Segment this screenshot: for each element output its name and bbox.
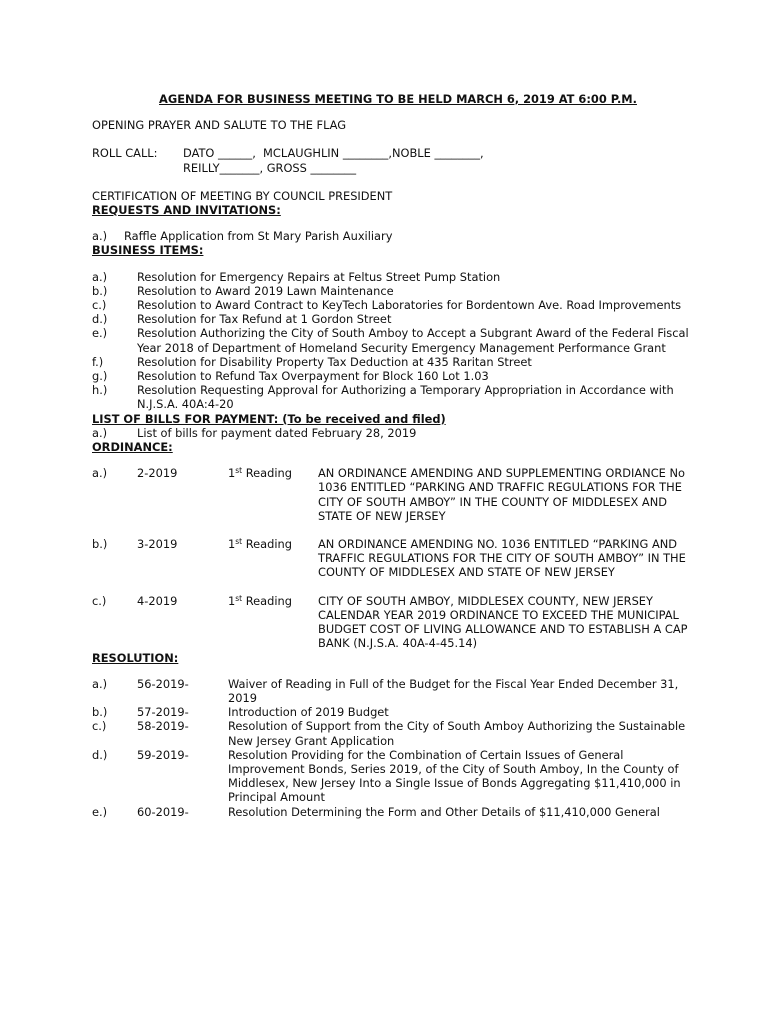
- reading-suffix: st: [235, 466, 243, 476]
- ordinance-text: AN ORDINANCE AMENDING NO. 1036 ENTITLED “PARKING AND TRAFFIC REGULATIONS FOR THE CITY OF SOUTH AMBOY” IN THE COUNTY OF MIDDLESEX AND STATE OF NEW JERSEY: [318, 537, 686, 580]
- item-letter: a.): [92, 269, 108, 284]
- item-letter: a.): [92, 425, 108, 440]
- item-letter: g.): [92, 369, 108, 384]
- reading-number: 1: [228, 537, 236, 552]
- ordinance-items: [92, 466, 702, 650]
- item-text: Resolution for Disability Property Tax Deduction at 435 Raritan Street: [137, 354, 532, 369]
- item-text: Resolution for Tax Refund at 1 Gordon Street: [137, 312, 392, 327]
- item-letter: f.): [92, 354, 104, 369]
- ordinance-row: [92, 466, 702, 523]
- item-text: Resolution for Emergency Repairs at Feltus Street Pump Station: [137, 269, 501, 284]
- ordinance-number: 3-2019: [137, 537, 178, 552]
- requests-heading: REQUESTS AND INVITATIONS:: [92, 203, 281, 218]
- ordinance-row: [92, 537, 702, 580]
- agenda-document: [92, 92, 702, 819]
- list-item: [92, 369, 702, 383]
- item-letter: c.): [92, 593, 107, 608]
- item-letter: e.): [92, 804, 108, 819]
- roll-call-line-1: DATO ______, MCLAUGHLIN ________,NOBLE ________,: [183, 146, 484, 161]
- item-letter: a.): [92, 466, 108, 481]
- item-text: Resolution Authorizing the City of South Amboy to Accept a Subgrant Award of the Federal Fiscal Year 2018 of Department of Homeland Security Emergency Management Performance Grant: [137, 326, 689, 355]
- reading-word: Reading: [242, 466, 292, 481]
- item-letter: c.): [92, 719, 107, 734]
- resolution-text: Introduction of 2019 Budget: [228, 705, 389, 720]
- reading-suffix: st: [235, 537, 243, 547]
- ordinance-heading: ORDINANCE:: [92, 440, 173, 455]
- resolution-row: [92, 705, 702, 719]
- roll-call-label: ROLL CALL:: [92, 146, 158, 161]
- reading-word: Reading: [242, 593, 292, 608]
- roll-call: [92, 146, 702, 174]
- item-letter: c.): [92, 298, 107, 313]
- resolution-text: Waiver of Reading in Full of the Budget for the Fiscal Year Ended December 31, 2019: [228, 676, 679, 705]
- page-title: AGENDA FOR BUSINESS MEETING TO BE HELD MARCH 6, 2019 AT 6:00 P.M.: [159, 92, 637, 106]
- roll-call-members: [183, 146, 702, 174]
- reading-label: [228, 537, 318, 580]
- resolution-number: 57-2019-: [137, 705, 189, 720]
- ordinance-text: AN ORDINANCE AMENDING AND SUPPLEMENTING ORDIANCE No 1036 ENTITLED “PARKING AND TRAFFIC REGULATIONS FOR THE CITY OF SOUTH AMBOY” IN THE COUNTY OF MIDDLESEX AND STATE OF NEW JERSEY: [318, 466, 685, 523]
- item-text: Resolution Requesting Approval for Authorizing a Temporary Appropriation in Accordance with N.J.S.A. 40A:4-20: [137, 383, 674, 412]
- reading-word: Reading: [242, 537, 292, 552]
- resolution-number: 60-2019-: [137, 804, 189, 819]
- item-text: Resolution to Award 2019 Lawn Maintenance: [137, 283, 394, 298]
- list-item: [92, 284, 702, 298]
- reading-label: [228, 594, 318, 651]
- item-letter: h.): [92, 383, 108, 398]
- item-letter: b.): [92, 537, 108, 552]
- reading-suffix: st: [235, 593, 243, 603]
- certification: CERTIFICATION OF MEETING BY COUNCIL PRESIDENT: [92, 188, 393, 203]
- resolution-text: Resolution Determining the Form and Other Details of $11,410,000 General: [228, 804, 660, 819]
- item-letter: d.): [92, 312, 108, 327]
- list-item: [92, 270, 702, 284]
- resolution-text: Resolution Providing for the Combination of Certain Issues of General Improvement Bonds, Series 2019, of the City of South Amboy, In the County of Middlesex, New Jersey Into a Single Issue of Bonds Aggregating $11,410,000 in Principal Amount: [228, 747, 681, 805]
- item-letter: e.): [92, 326, 108, 341]
- list-item: [92, 298, 702, 312]
- business-heading: BUSINESS ITEMS:: [92, 243, 204, 258]
- list-item: [92, 312, 702, 326]
- resolution-text: Resolution of Support from the City of South Amboy Authorizing the Sustainable New Jersey Grant Application: [228, 719, 686, 748]
- item-letter: a.): [92, 676, 108, 691]
- ordinance-number: 2-2019: [137, 466, 178, 481]
- list-item: [92, 326, 702, 354]
- resolution-row: [92, 719, 702, 747]
- resolution-number: 56-2019-: [137, 676, 189, 691]
- resolution-row: [92, 677, 702, 705]
- item-text: Resolution to Refund Tax Overpayment for Block 160 Lot 1.03: [137, 369, 489, 384]
- ordinance-row: [92, 594, 702, 651]
- item-text: Raffle Application from St Mary Parish Auxiliary: [124, 229, 393, 244]
- ordinance-number: 4-2019: [137, 593, 178, 608]
- resolution-items: [92, 677, 702, 819]
- resolution-number: 58-2019-: [137, 719, 189, 734]
- list-item: [92, 426, 702, 440]
- ordinance-text: CITY OF SOUTH AMBOY, MIDDLESEX COUNTY, NEW JERSEY CALENDAR YEAR 2019 ORDINANCE TO EXCEED THE MUNICIPAL BUDGET COST OF LIVING ALLOWANCE AND TO ESTABLISH A CAP BANK (N.J.S.A. 40A-4-45.14): [318, 593, 688, 651]
- item-letter: b.): [92, 283, 108, 298]
- reading-label: [228, 466, 318, 523]
- opening-prayer: OPENING PRAYER AND SALUTE TO THE FLAG: [92, 118, 347, 133]
- resolution-row: [92, 748, 702, 805]
- resolution-number: 59-2019-: [137, 747, 189, 762]
- reading-number: 1: [228, 466, 236, 481]
- list-item: [92, 355, 702, 369]
- bills-heading: LIST OF BILLS FOR PAYMENT: (To be received and filed): [92, 411, 446, 426]
- roll-call-line-2: REILLY_______, GROSS ________: [183, 160, 357, 175]
- reading-number: 1: [228, 593, 236, 608]
- resolution-row: [92, 805, 702, 819]
- item-letter: d.): [92, 747, 108, 762]
- item-text: Resolution to Award Contract to KeyTech Laboratories for Bordentown Ave. Road Improvements: [137, 298, 682, 313]
- item-letter: a.): [92, 229, 108, 244]
- item-text: List of bills for payment dated February 28, 2019: [137, 425, 417, 440]
- list-item: [92, 383, 702, 411]
- resolution-heading: RESOLUTION:: [92, 650, 179, 665]
- item-letter: b.): [92, 705, 108, 720]
- business-items: [92, 270, 702, 412]
- list-item: [92, 229, 702, 243]
